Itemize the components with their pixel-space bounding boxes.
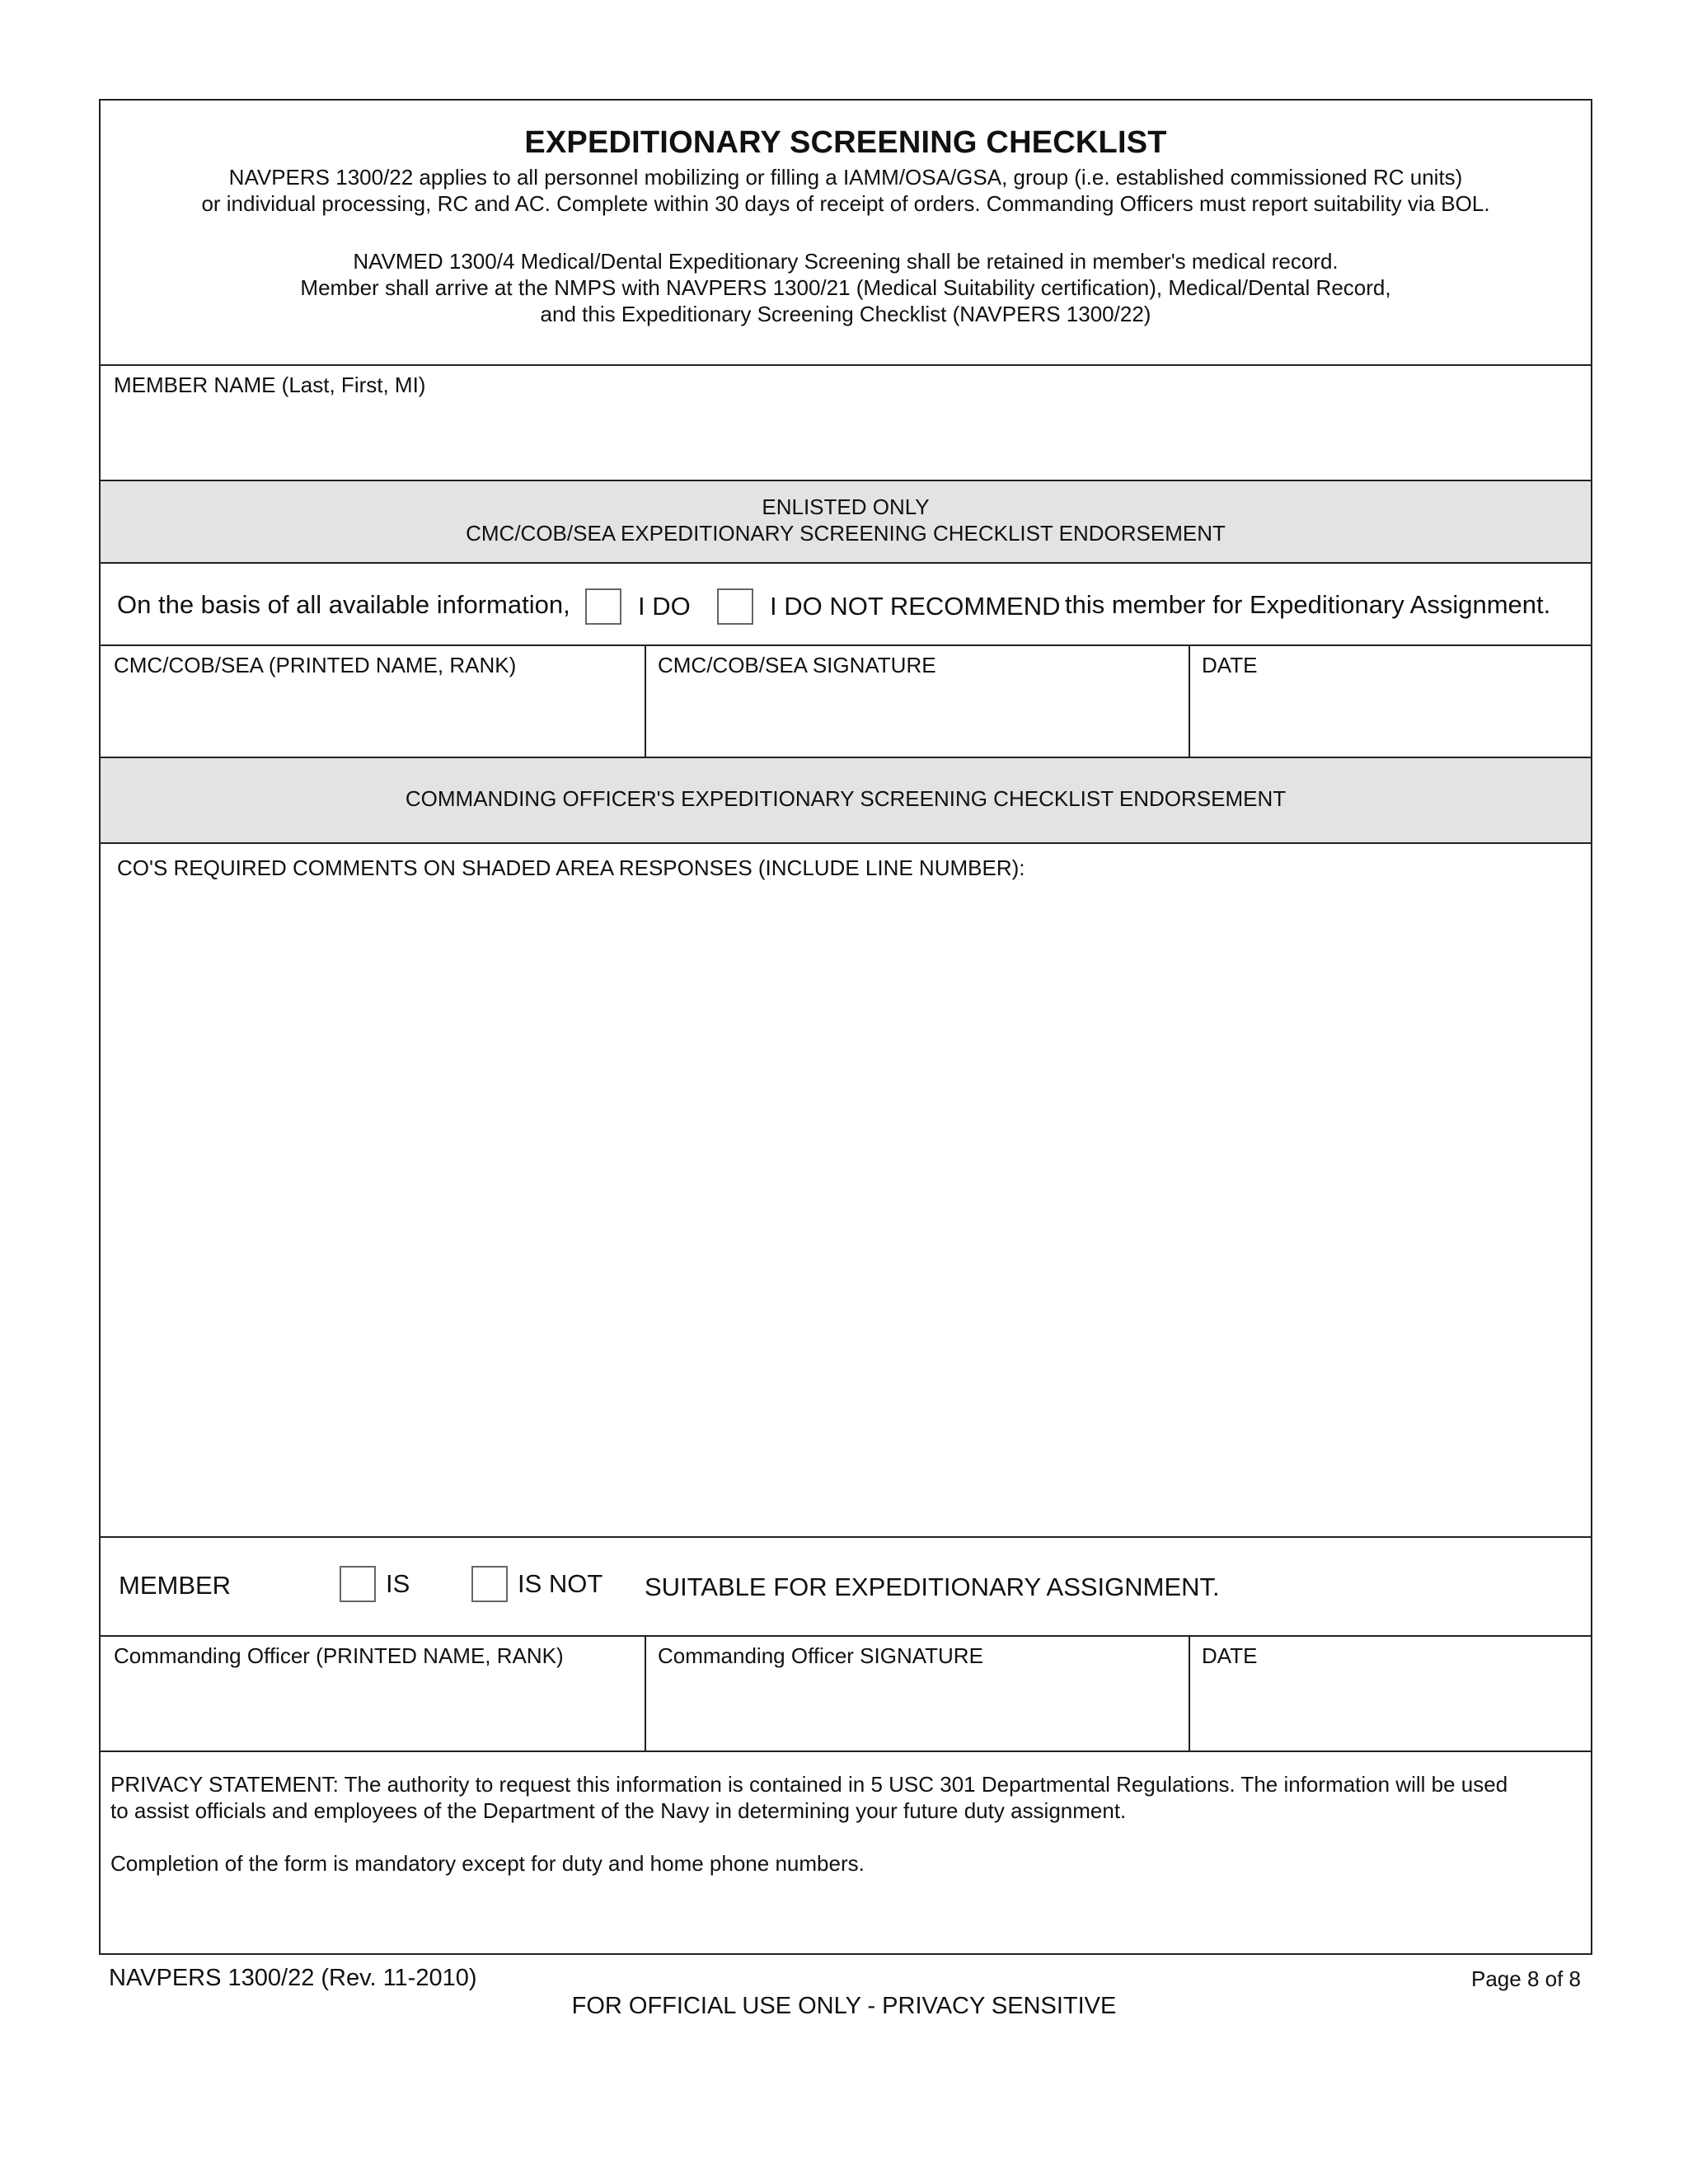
co-date-label: DATE	[1202, 1643, 1258, 1668]
enlisted-endorsement-header	[101, 480, 1591, 562]
i-do-checkbox[interactable]	[585, 588, 621, 625]
co-endorsement-title: COMMANDING OFFICER'S EXPEDITIONARY SCREENING CHECKLIST ENDORSEMENT	[405, 786, 1287, 811]
header-line-5: and this Expeditionary Screening Checklist (NAVPERS 1300/22)	[540, 302, 1151, 326]
i-do-not-recommend-label: I DO NOT RECOMMEND	[770, 592, 1061, 621]
cmc-signature-label: CMC/COB/SEA SIGNATURE	[658, 653, 936, 677]
expeditionary-screening-form	[99, 99, 1592, 1955]
is-not-checkbox[interactable]	[471, 1566, 508, 1602]
classification-banner: FOR OFFICIAL USE ONLY - PRIVACY SENSITIVE	[571, 1993, 1117, 2019]
header-line-2: or individual processing, RC and AC. Complete within 30 days of receipt of orders. Commanding Officers must report suitability via BOL.	[201, 191, 1490, 216]
cmc-endorsement-title: CMC/COB/SEA EXPEDITIONARY SCREENING CHECKLIST ENDORSEMENT	[466, 521, 1226, 546]
member-name-field[interactable]	[101, 364, 1591, 480]
privacy-line-3: Completion of the form is mandatory except for duty and home phone numbers.	[110, 1851, 865, 1876]
suitability-suffix: SUITABLE FOR EXPEDITIONARY ASSIGNMENT.	[645, 1572, 1220, 1601]
cmc-divider-2	[1189, 646, 1190, 757]
recommendation-row	[101, 562, 1591, 644]
i-do-not-recommend-checkbox[interactable]	[717, 588, 753, 625]
form-header	[101, 101, 1591, 364]
privacy-line-1: PRIVACY STATEMENT: The authority to request this information is contained in 5 USC 301 Departmental Regulations. The information will be used	[110, 1772, 1508, 1797]
co-divider-1	[645, 1637, 646, 1750]
cmc-divider-1	[645, 646, 646, 757]
page-number: Page 8 of 8	[1471, 1966, 1581, 1991]
co-divider-2	[1189, 1637, 1190, 1750]
is-label: IS	[386, 1569, 410, 1598]
header-line-3: NAVMED 1300/4 Medical/Dental Expeditionary Screening shall be retained in member's medical record.	[353, 249, 1339, 274]
recommend-prefix: On the basis of all available information,	[117, 590, 570, 619]
is-checkbox[interactable]	[340, 1566, 376, 1602]
cmc-printed-name-label: CMC/COB/SEA (PRINTED NAME, RANK)	[114, 653, 517, 677]
member-name-label: MEMBER NAME (Last, First, MI)	[114, 373, 426, 397]
co-signature-row	[101, 1635, 1591, 1750]
cmc-signature-row	[101, 644, 1591, 757]
form-title: EXPEDITIONARY SCREENING CHECKLIST	[524, 125, 1167, 160]
co-printed-name-label: Commanding Officer (PRINTED NAME, RANK)	[114, 1643, 564, 1668]
privacy-line-2: to assist officials and employees of the Department of the Navy in determining your future duty assignment.	[110, 1798, 1127, 1823]
recommend-suffix: this member for Expeditionary Assignment.	[1065, 590, 1551, 619]
member-label: MEMBER	[119, 1571, 232, 1600]
co-signature-label: Commanding Officer SIGNATURE	[658, 1643, 983, 1668]
privacy-statement	[101, 1750, 1591, 1955]
suitability-row	[101, 1536, 1591, 1635]
i-do-label: I DO	[638, 592, 691, 621]
is-not-label: IS NOT	[518, 1569, 603, 1598]
enlisted-only-label: ENLISTED ONLY	[762, 494, 930, 519]
co-comments-label: CO'S REQUIRED COMMENTS ON SHADED AREA RESPONSES (INCLUDE LINE NUMBER):	[117, 855, 1025, 880]
co-comments-field[interactable]	[101, 842, 1591, 1536]
header-line-1: NAVPERS 1300/22 applies to all personnel mobilizing or filling a IAMM/OSA/GSA, group (i.e. established commissioned RC units)	[228, 165, 1463, 190]
header-line-4: Member shall arrive at the NMPS with NAVPERS 1300/21 (Medical Suitability certification), Medical/Dental Record,	[300, 275, 1391, 300]
cmc-date-label: DATE	[1202, 653, 1258, 677]
co-endorsement-header	[101, 757, 1591, 842]
form-number: NAVPERS 1300/22 (Rev. 11-2010)	[109, 1965, 477, 1991]
